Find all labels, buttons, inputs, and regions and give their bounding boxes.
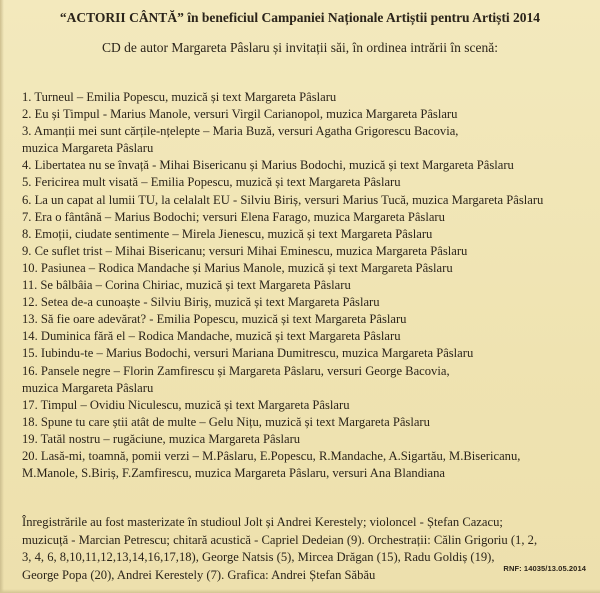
track-line: 1. Turneul – Emilia Popescu, muzică și text Margareta Pâslaru bbox=[22, 90, 337, 104]
track-line: M.Manole, S.Biriș, F.Zamfirescu, muzica Margareta Pâslaru, versuri Ana Blandiana bbox=[22, 466, 445, 481]
track-line: 19. Tatăl nostru – rugăciune, muzica Margareta Pâslaru bbox=[22, 431, 301, 446]
track-line: 3. Amanții mei sunt cărțile-nțelepte – Maria Buză, versuri Agatha Grigorescu Bacovia, bbox=[22, 124, 459, 139]
track-line: 4. Libertatea nu se învață - Mihai Bisericanu și Marius Bodochi, muzică și text Margareta Pâslaru bbox=[22, 158, 514, 173]
track-line: 17. Timpul – Ovidiu Niculescu, muzică și text Margareta Pâslaru bbox=[22, 397, 350, 412]
track-line: 16. Pansele negre – Florin Zamfirescu și Margareta Pâslaru, versuri George Bacovia, bbox=[22, 363, 450, 378]
page-subtitle: CD de autor Margareta Pâslaru și invitații săi, în ordinea intrării în scenă: bbox=[101, 40, 498, 55]
credits-line: 3, 4, 6, 8,10,11,12,13,14,16,17,18), George Natsis (5), Mircea Drăgan (15), Radu Goldiș (19), bbox=[22, 550, 495, 565]
track-line: 7. Era o fântână – Marius Bodochi; versuri Elena Farago, muzica Margareta Pâslaru bbox=[22, 209, 445, 224]
track-line: 12. Setea de-a cunoaște - Silviu Biriș, muzică și text Margareta Pâslaru bbox=[22, 295, 380, 310]
track-line: 14. Duminica fără el – Rodica Mandache, muzică și text Margareta Pâslaru bbox=[22, 329, 401, 344]
track-line: 10. Pasiunea – Rodica Mandache și Marius Manole, muzică și text Margareta Pâslaru bbox=[22, 260, 453, 275]
track-line: 11. Se bâlbâia – Corina Chiriac, muzică și text Margareta Pâslaru bbox=[22, 278, 351, 293]
card-edge-bottom bbox=[0, 589, 600, 593]
rnf-code: RNF: 14035/13.05.2014 bbox=[503, 564, 586, 573]
track-line: 18. Spune tu care știi atât de multe – Gelu Nițu, muzică și text Margareta Pâslaru bbox=[22, 414, 430, 429]
track-line: 8. Emoții, ciudate sentimente – Mirela Jienescu, muzică și text Margareta Pâslaru bbox=[22, 226, 433, 241]
track-list bbox=[22, 89, 592, 482]
credits-line: George Popa (20), Andrei Kerestely (7). Grafica: Andrei Ștefan Săbău bbox=[22, 567, 376, 582]
track-line: 9. Ce suflet trist – Mihai Bisericanu; versuri Mihai Eminescu, muzica Margareta Pâslaru bbox=[22, 243, 468, 258]
credits-line: Înregistrările au fost masterizate în studioul Jolt și Andrei Kerestely; violoncel - Ștefan Cazacu; bbox=[22, 515, 503, 529]
track-line: 20. Lasă-mi, toamnă, pomii verzi – M.Pâslaru, E.Popescu, R.Mandache, A.Sigartău, M.Bisericanu, bbox=[22, 448, 521, 463]
track-line: muzica Margareta Pâslaru bbox=[22, 141, 154, 156]
credits-line: muzicuță - Marcian Petrescu; chitară acustică - Capriel Dedeian (9). Orchestrații: Călin Grigoriu (1, 2, bbox=[22, 532, 538, 547]
track-line: 13. Să fie oare adevărat? - Emilia Popescu, muzică și text Margareta Pâslaru bbox=[22, 312, 407, 327]
track-line: 15. Iubindu-te – Marius Bodochi, versuri Mariana Dumitrescu, muzica Margareta Pâslaru bbox=[22, 346, 474, 361]
track-line: 5. Fericirea mult visată – Emilia Popescu, muzică și text Margareta Pâslaru bbox=[22, 175, 401, 190]
track-line: 2. Eu și Timpul - Marius Manole, versuri Virgil Carianopol, muzica Margareta Pâslaru bbox=[22, 107, 458, 122]
page-title: “ACTORII CÂNTĂ” în beneficiul Campaniei Naționale Artiștii pentru Artiști 2014 bbox=[59, 10, 541, 25]
track-line: 6. La un capat al lumii TU, la celalalt EU - Silviu Biriș, versuri Marius Tucă, muzica Margareta Pâslaru bbox=[22, 192, 544, 207]
track-line: muzica Margareta Pâslaru bbox=[22, 380, 154, 395]
credits-block bbox=[22, 514, 590, 584]
card-edge-left bbox=[0, 0, 4, 593]
